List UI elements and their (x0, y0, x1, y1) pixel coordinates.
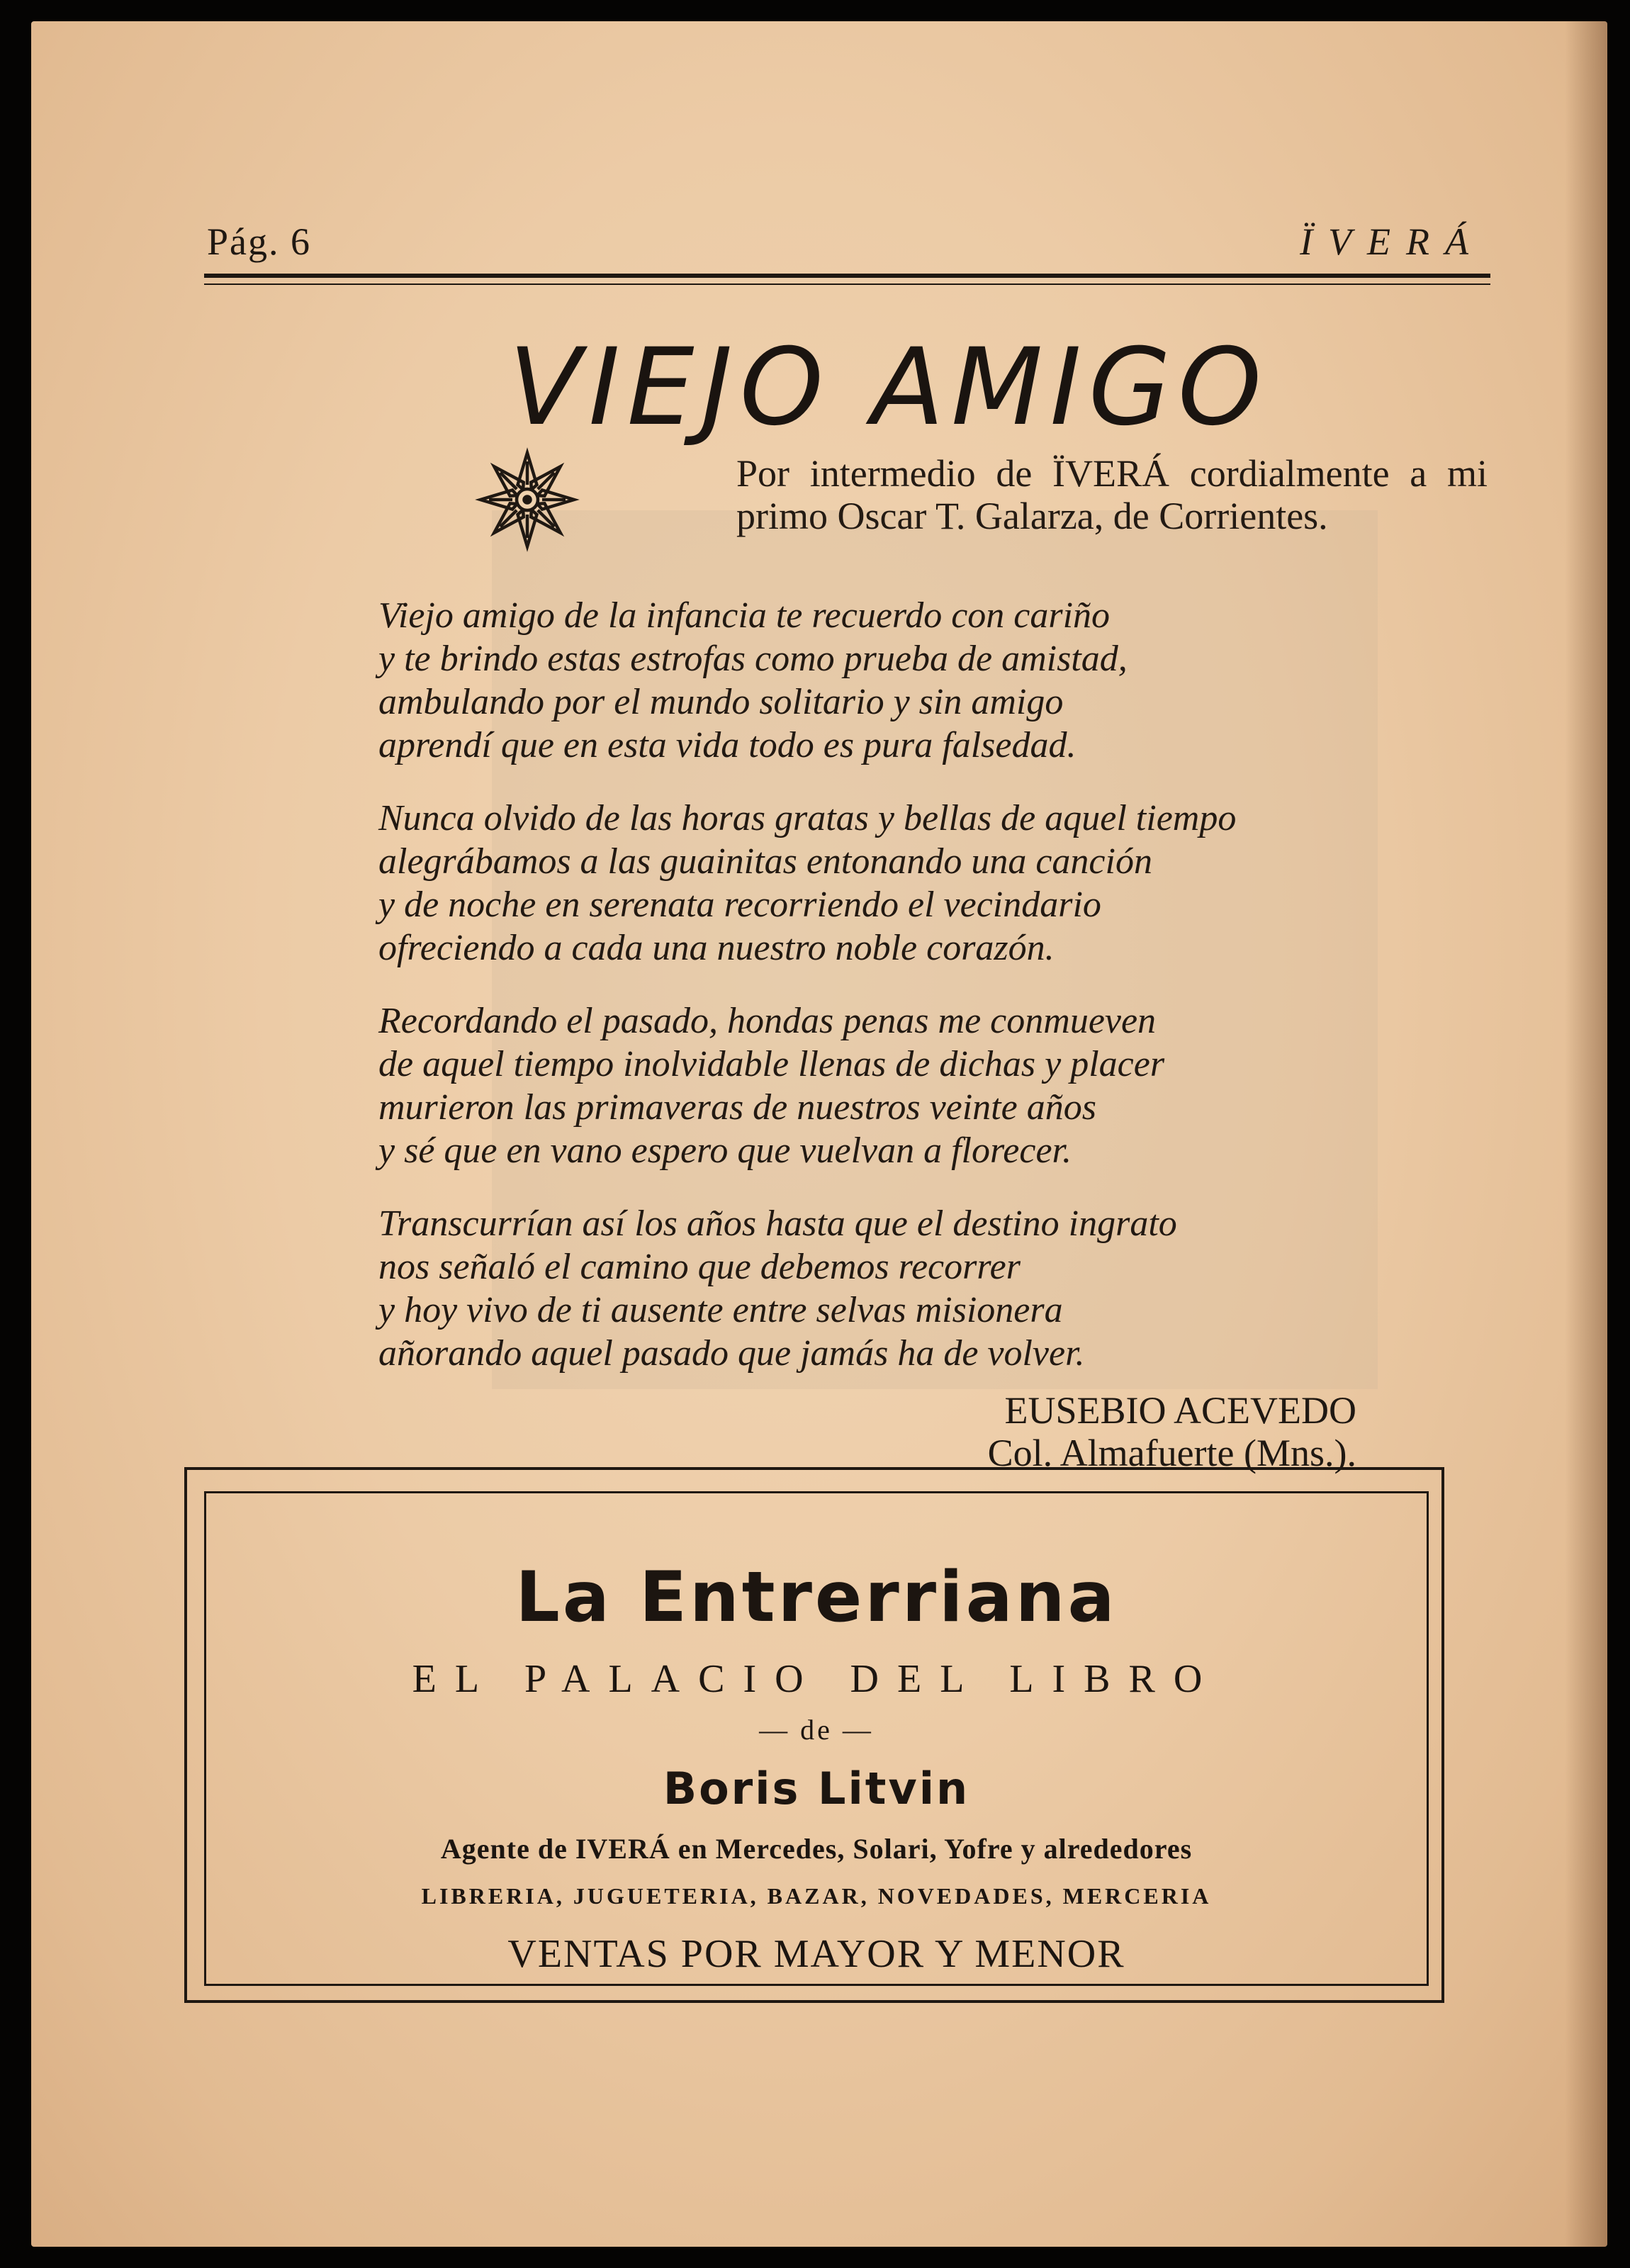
ad-sales-line: VENTAS POR MAYOR Y MENOR (507, 1932, 1125, 1976)
poem-line: añorando aquel pasado que jamás ha de volver. (378, 1333, 1085, 1374)
poem-signature (825, 1389, 1356, 1474)
stanza (378, 999, 1441, 1172)
poem-line: nos señaló el camino que debemos recorrer (378, 1247, 1021, 1287)
magazine-name: ÏVERÁ (1300, 220, 1484, 263)
advertisement-inner-frame (204, 1491, 1429, 1986)
poem-line: murieron las primaveras de nuestros veinte años (378, 1087, 1096, 1128)
advertisement-box (184, 1467, 1444, 2003)
poem-line: Recordando el pasado, hondas penas me conmueven (378, 1001, 1157, 1041)
poem-line: aprendí que en esta vida todo es pura falsedad. (378, 725, 1077, 765)
page-spine-shadow (1565, 21, 1607, 2247)
header-rule-thick (204, 274, 1490, 278)
author-place: Col. Almafuerte (Mns.). (987, 1432, 1356, 1474)
ad-connector: — de — (759, 1714, 874, 1746)
poem-line: ambulando por el mundo solitario y sin amigo (378, 682, 1064, 722)
header-rule-thin (204, 284, 1490, 285)
ad-shop-categories: LIBRERIA, JUGUETERIA, BAZAR, NOVEDADES, MERCERIA (421, 1883, 1212, 1909)
magazine-page (31, 21, 1607, 2247)
ad-owner-name: Boris Litvin (663, 1763, 970, 1814)
poem-line: y hoy vivo de ti ausente entre selvas misionera (378, 1290, 1063, 1330)
stanza (378, 1202, 1441, 1375)
author-name: EUSEBIO ACEVEDO (1004, 1389, 1356, 1432)
ad-store-name: La Entrerriana (515, 1557, 1118, 1638)
page-number: Pág. 6 (207, 220, 311, 263)
poem-line: ofreciendo a cada una nuestro noble corazón. (378, 928, 1055, 968)
ad-agent-line: Agente de IVERÁ en Mercedes, Solari, Yofre y alrededores (440, 1833, 1193, 1865)
poem-line: Nunca olvido de las horas gratas y bellas de aquel tiempo (378, 798, 1237, 838)
poem-line: y de noche en serenata recorriendo el vecindario (378, 885, 1101, 925)
poem-line: de aquel tiempo inolvidable llenas de dichas y placer (378, 1044, 1165, 1084)
poem-line: y te brindo estas estrofas como prueba de amistad, (378, 639, 1128, 679)
poem-dedication: Por intermedio de ÏVERÁ cordialmente a mi primo Oscar T. Galarza, de Corrientes. (736, 452, 1488, 537)
poem-body (378, 594, 1441, 1405)
poem-title: VIEJO AMIGO (508, 326, 1269, 449)
stanza (378, 594, 1441, 767)
poem-line: alegrábamos a las guainitas entonando una canción (378, 841, 1152, 882)
ad-store-subtitle: EL PALACIO DEL LIBRO (412, 1657, 1221, 1701)
poem-line: Transcurrían así los años hasta que el destino ingrato (378, 1203, 1177, 1244)
poem-line: y sé que en vano espero que vuelvan a florecer. (378, 1130, 1072, 1171)
poem-line: Viejo amigo de la infancia te recuerdo con cariño (378, 595, 1111, 636)
flower-ornament-icon (474, 447, 580, 553)
stanza (378, 797, 1441, 970)
